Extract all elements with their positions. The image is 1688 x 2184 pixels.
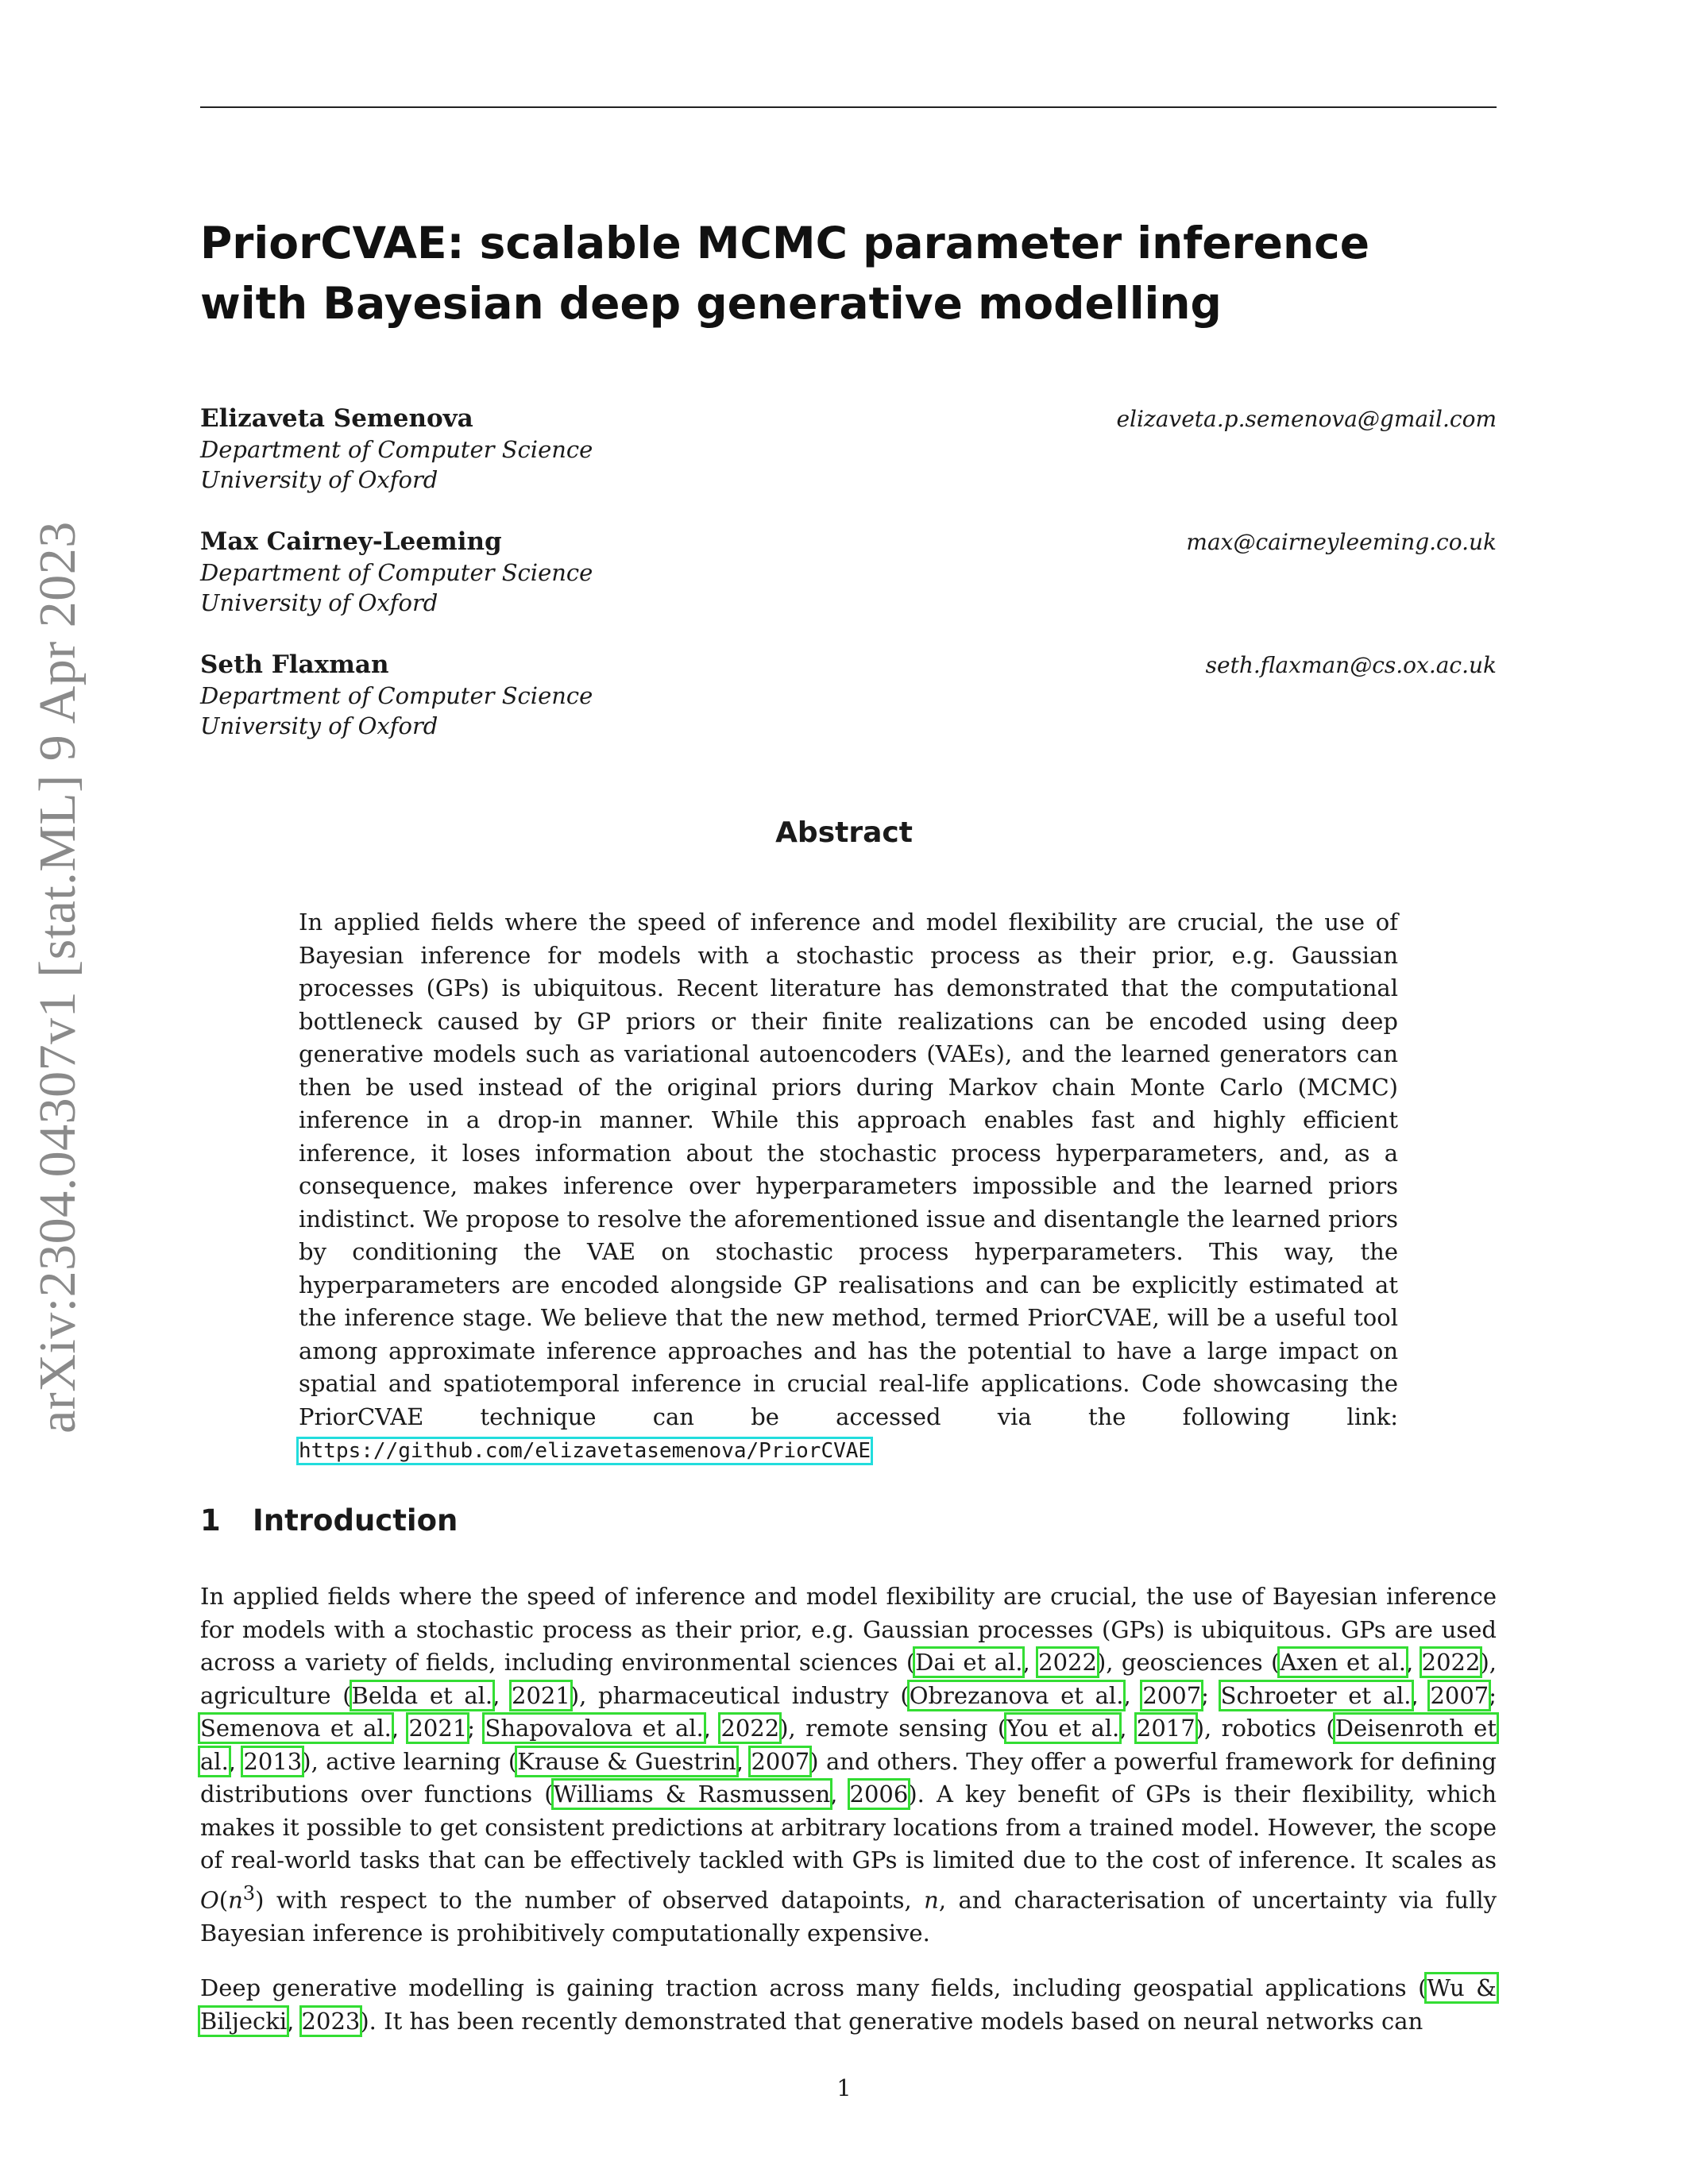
text-run: ,	[492, 1681, 512, 1709]
text-run: ,	[1411, 1681, 1431, 1709]
abstract-text: In applied fields where the speed of inference and model flexibility are crucial, the use of Bayesian inference for models with a stochastic process as their prior, e.g. Gaussian processes (GPs) is ubiquitous. Recent literature has demonstrated that the computational bottleneck caused by GP priors or their finite realizations can be encoded using deep generative models such as variational autoencoders (VAEs), and the learned generators can then be used instead of the original priors during Markov chain Monte Carlo (MCMC) inference in a drop-in manner. While this approach enables fast and highly efficient inference, it loses information about the stochastic process hyperparameters, and, as a consequence, makes inference over hyperparameters impossible and the learned priors indistinct. We propose to resolve the aforementioned issue and disentangle the learned priors by conditioning the VAE on stochastic process hyperparameters. This way, the hyperparameters are encoded alongside GP realisations and can be explicitly estimated at the inference stage. We believe that the new method, termed PriorCVAE, will be a useful tool among approximate inference approaches and has the potential to have a large impact on spatial and spatiotemporal inference in crucial real-life applications. Code showcasing the PriorCVAE technique can be accessed via the following link:	[299, 909, 1398, 1430]
author-block	[200, 650, 1497, 741]
text-run: with respect to the number of observed datapoints,	[264, 1886, 925, 1914]
text-run: ,	[736, 1747, 751, 1775]
citation-year-link[interactable]: 2022	[1421, 1649, 1481, 1676]
author-university: University of Oxford	[200, 712, 438, 739]
text-run: ,	[391, 1715, 409, 1742]
citation-link[interactable]: You et al.	[1006, 1715, 1120, 1742]
author-block	[200, 527, 1497, 618]
text-run: ,	[1123, 1681, 1143, 1709]
paper-title	[200, 213, 1503, 334]
citation-link[interactable]: Obrezanova et al.	[909, 1681, 1124, 1709]
text-run: ), agriculture (	[200, 1649, 1497, 1709]
citation-year-link[interactable]: 2017	[1136, 1715, 1196, 1742]
citation-year-link[interactable]: 2006	[849, 1781, 909, 1808]
text-run: In applied fields where the speed of inference and model flexibility are crucial, the use of Bayesian inference for models with a stochastic process as their prior, e.g. Gaussian processes (GPs) is ubiquitous. GPs are used across a variety of fields, including environmental sciences (	[200, 1583, 1497, 1676]
arxiv-stamp: arXiv:2304.04307v1 [stat.ML] 9 Apr 2023	[29, 521, 87, 1433]
math-symbol: )	[255, 1886, 265, 1914]
text-run: ;	[1201, 1681, 1221, 1709]
author-name: Max Cairney-Leeming	[200, 527, 502, 556]
text-run: , and characterisation of uncertainty via fully Bayesian inference is prohibitively computationally expensive.	[200, 1886, 1497, 1947]
math-symbol: n	[228, 1886, 243, 1914]
page-number: 1	[836, 2074, 852, 2101]
text-run: ;	[467, 1715, 485, 1742]
author-email: seth.flaxman@cs.ox.ac.uk	[1205, 652, 1497, 678]
top-rule	[200, 106, 1497, 108]
citation-link[interactable]: Deisenroth et al.	[200, 1715, 1497, 1775]
abstract-body	[299, 906, 1398, 1468]
citation-link[interactable]: Wu & Biljecki	[200, 1974, 1497, 2035]
math-symbol: (	[218, 1886, 229, 1914]
citation-year-link[interactable]: 2021	[512, 1681, 570, 1709]
text-run: ,	[228, 1747, 244, 1775]
code-link[interactable]: https://github.com/elizavetasemenova/PriorCVAE	[299, 1439, 871, 1463]
author-department: Department of Computer Science	[200, 436, 593, 463]
citation-year-link[interactable]: 2013	[243, 1747, 303, 1775]
author-department: Department of Computer Science	[200, 682, 593, 709]
text-run: ), geosciences (	[1096, 1649, 1280, 1676]
author-university: University of Oxford	[200, 589, 438, 616]
intro-paragraph-2	[200, 1972, 1497, 2038]
author-email: max@cairneyleeming.co.uk	[1186, 529, 1497, 555]
citation-year-link[interactable]: 2022	[720, 1715, 780, 1742]
text-run: ). A key benefit of GPs is their flexibility, which makes it possible to get consistent predictions at arbitrary locations from a trained model. However, the scope of real-world tasks that can be effectively tackled with GPs is limited due to the cost of inference. It scales as	[200, 1781, 1497, 1873]
section-title: Introduction	[253, 1503, 458, 1538]
section-number: 1	[200, 1503, 221, 1538]
title-line-1: PriorCVAE: scalable MCMC parameter inference	[200, 218, 1370, 268]
citation-link[interactable]: Axen et al.	[1280, 1649, 1406, 1676]
author-block	[200, 403, 1497, 495]
citation-link[interactable]: Shapovalova et al.	[485, 1715, 704, 1742]
citation-year-link[interactable]: 2022	[1038, 1649, 1097, 1676]
citation-year-link[interactable]: 2007	[1142, 1681, 1202, 1709]
citation-link[interactable]: Krause & Guestrin	[517, 1747, 736, 1775]
citation-year-link[interactable]: 2023	[301, 2007, 361, 2035]
text-run: ). It has been recently demonstrated that generative models based on neural networks can	[360, 2007, 1423, 2035]
text-run: ,	[1119, 1715, 1137, 1742]
citation-year-link[interactable]: 2007	[1430, 1681, 1489, 1709]
citation-link[interactable]: Semenova et al.	[200, 1715, 392, 1742]
text-run: ), pharmaceutical industry (	[570, 1681, 910, 1709]
citation-link[interactable]: Dai et al.	[915, 1649, 1023, 1676]
title-line-2: with Bayesian deep generative modelling	[200, 278, 1222, 329]
text-run: ,	[1405, 1649, 1422, 1676]
text-run: ), robotics (	[1195, 1715, 1335, 1742]
author-university: University of Oxford	[200, 466, 438, 493]
text-run: ), remote sensing (	[779, 1715, 1007, 1742]
author-department: Department of Computer Science	[200, 559, 593, 586]
citation-year-link[interactable]: 2021	[408, 1715, 468, 1742]
math-exponent: 3	[242, 1881, 256, 1904]
author-name: Seth Flaxman	[200, 650, 389, 679]
author-name: Elizaveta Semenova	[200, 404, 473, 433]
abstract-heading: Abstract	[775, 816, 913, 849]
text-run: ,	[703, 1715, 721, 1742]
section-heading	[200, 1503, 458, 1538]
author-email: elizaveta.p.semenova@gmail.com	[1116, 406, 1497, 432]
citation-year-link[interactable]: 2007	[751, 1747, 810, 1775]
text-run: ,	[287, 2007, 302, 2035]
citation-link[interactable]: Schroeter et al.	[1220, 1681, 1412, 1709]
text-run: ), active learning (	[302, 1747, 518, 1775]
text-run: ;	[1489, 1681, 1497, 1709]
text-run: ,	[1022, 1649, 1039, 1676]
intro-paragraph-1	[200, 1580, 1497, 1950]
citation-link[interactable]: Belda et al.	[351, 1681, 493, 1709]
text-run: ) and others. They offer a powerful framework for defining distributions over functions (	[200, 1747, 1497, 1808]
citation-link[interactable]: Williams & Rasmussen	[553, 1781, 831, 1808]
text-run: Deep generative modelling is gaining traction across many fields, including geospatial applications (	[200, 1974, 1427, 2001]
math-symbol: n	[924, 1886, 939, 1914]
text-run: ,	[830, 1781, 850, 1808]
math-symbol: O	[200, 1886, 219, 1914]
